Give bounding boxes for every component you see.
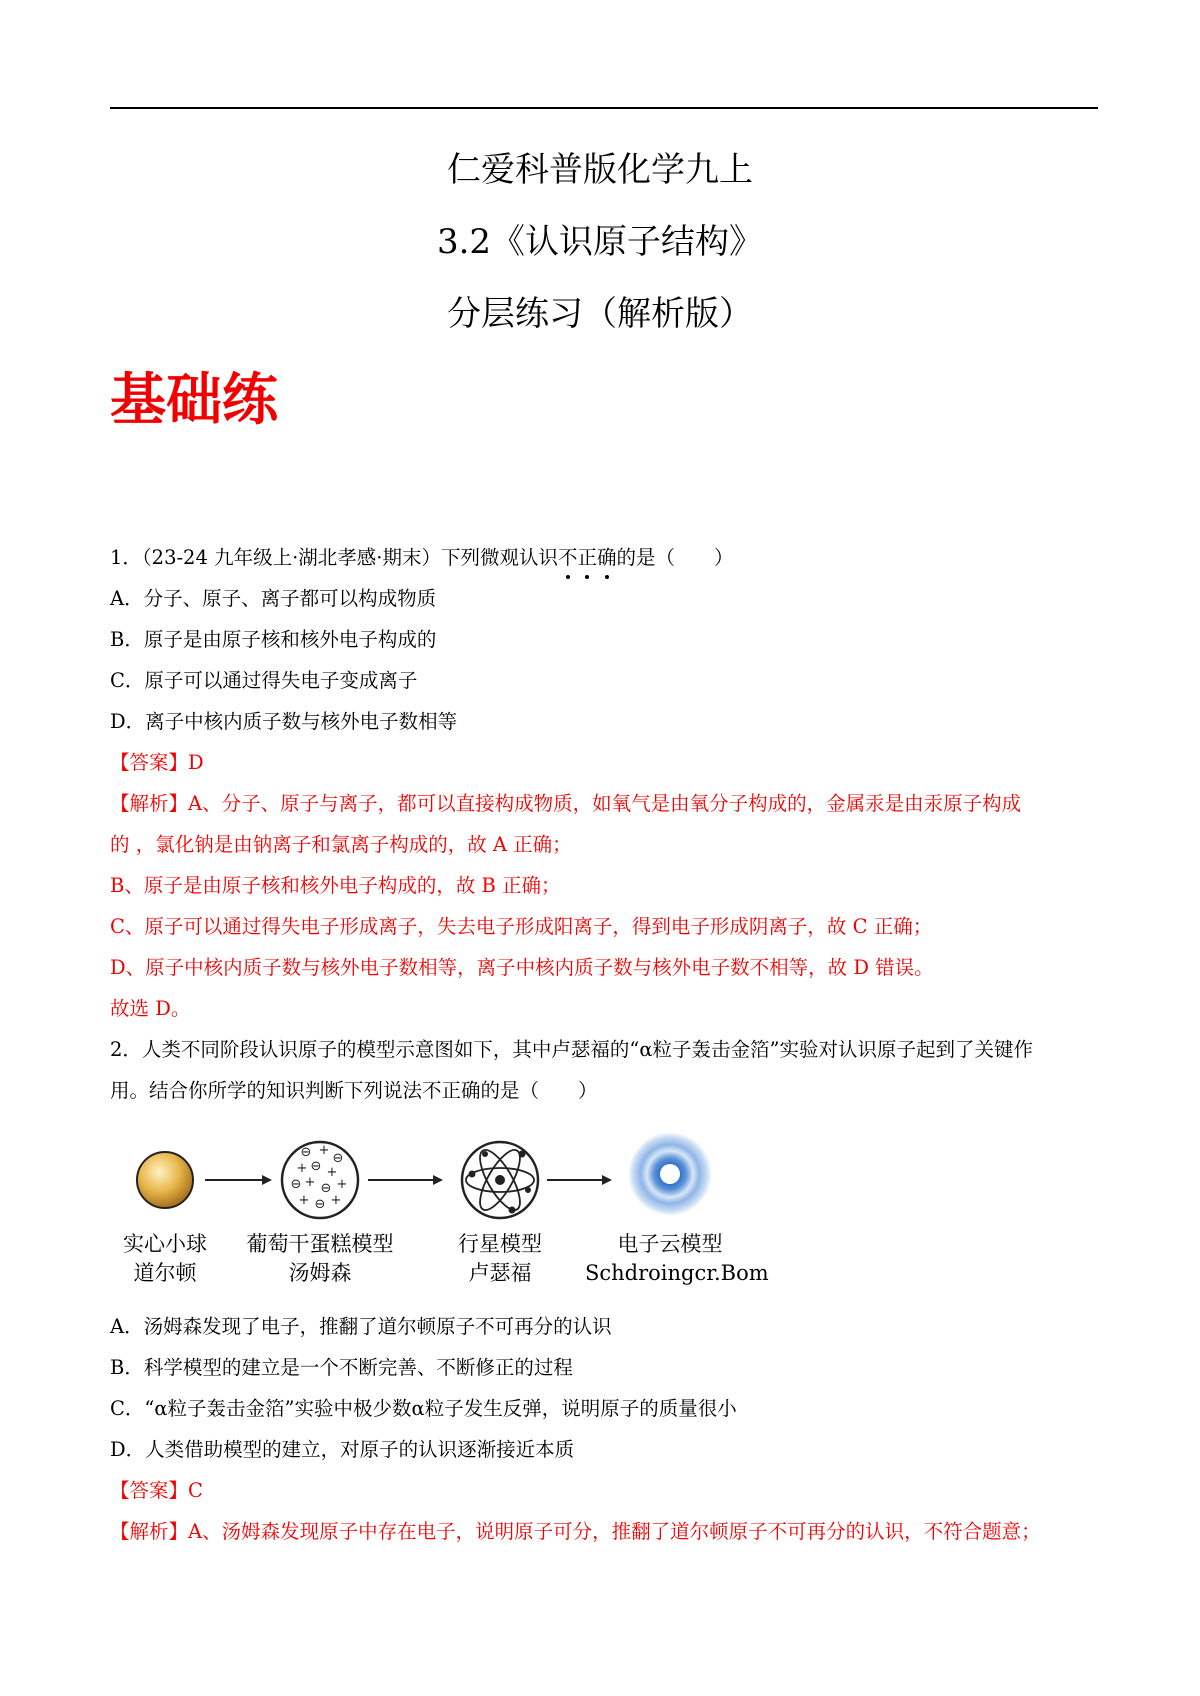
title-line-2: 3.2《认识原子结构》 <box>436 222 764 262</box>
plus-charge-icon: + <box>296 1161 308 1176</box>
electron-cloud-model-icon <box>628 1132 712 1216</box>
q1-analysis-line: C、原子可以通过得失电子形成离子，失去电子形成阳离子，得到电子形成阴离子，故 C 正确； <box>110 915 933 938</box>
q1-option-d: D．离子中核内质子数与核外电子数相等 <box>110 710 458 733</box>
arrow-icon <box>205 1175 272 1185</box>
q2-option-c: C．“α粒子轰击金箔”实验中极少数α粒子发生反弹，说明原子的质量很小 <box>110 1397 737 1420</box>
model-name: 实心小球 <box>123 1232 207 1256</box>
minus-charge-icon: ⊖ <box>314 1197 326 1212</box>
q2-analysis-line: 【解析】A、汤姆森发现原子中存在电子，说明原子可分，推翻了道尔顿原子不可再分的认识，不符合题意； <box>110 1520 1041 1543</box>
model-label-schrodinger <box>585 1230 769 1288</box>
q1-stem <box>110 544 1100 572</box>
q2-stem: 2．人类不同阶段认识原子的模型示意图如下，其中卢瑟福的“α粒子轰击金箔”实验对认识原子起到了关键作 <box>110 1038 1034 1061</box>
plum-pudding-model-icon <box>282 1142 358 1218</box>
arrow-icon <box>547 1175 612 1185</box>
model-person: 汤姆森 <box>288 1261 352 1285</box>
minus-charge-icon: ⊖ <box>300 1145 312 1160</box>
plus-charge-icon: + <box>304 1175 316 1190</box>
plus-charge-icon: + <box>298 1193 310 1208</box>
q2-stem: 用。结合你所学的知识判断下列说法不正确的是（ ） <box>110 1079 598 1102</box>
q1-dotted-char: 确 <box>597 544 617 572</box>
model-person: Schdroingcr.Bom <box>585 1261 769 1285</box>
q1-analysis-line: 的 ，氯化钠是由钠离子和氯离子构成的，故 A 正确； <box>110 833 572 856</box>
q2-option-d: D．人类借助模型的建立，对原子的认识逐渐接近本质 <box>110 1438 575 1461</box>
q1-option-b: B．原子是由原子核和核外电子构成的 <box>110 628 437 651</box>
plus-charge-icon: + <box>326 1165 338 1180</box>
q1-stem-suffix: 的是（ ） <box>616 546 734 569</box>
q2-option-a: A．汤姆森发现了电子，推翻了道尔顿原子不可再分的认识 <box>110 1315 612 1338</box>
q1-dotted-char: 正 <box>577 544 597 572</box>
q2-answer: 【答案】C <box>110 1479 203 1502</box>
q1-analysis-line: D、原子中核内质子数与核外电子数相等，离子中核内质子数与核外电子数不相等，故 D 错误。 <box>110 956 934 979</box>
q1-analysis-line: 【解析】A、分子、原子与离子，都可以直接构成物质，如氧气是由氧分子构成的，金属汞是由汞原子构成 <box>110 792 1022 815</box>
model-label-rutherford <box>440 1230 560 1288</box>
q1-dotted-char: 不 <box>558 544 578 572</box>
q1-answer: 【答案】D <box>110 751 204 774</box>
model-person: 道尔顿 <box>133 1261 197 1285</box>
q1-stem-prefix: 1．（23-24 九年级上·湖北孝感·期末）下列微观认识 <box>110 546 558 569</box>
model-name: 行星模型 <box>458 1232 542 1256</box>
arrow-icon <box>368 1175 443 1185</box>
q1-analysis-line: B、原子是由原子核和核外电子构成的，故 B 正确； <box>110 874 561 897</box>
q1-option-c: C．原子可以通过得失电子变成离子 <box>110 669 418 692</box>
minus-charge-icon: ⊖ <box>310 1159 322 1174</box>
model-name: 葡萄干蛋糕模型 <box>246 1232 394 1256</box>
title-line-3: 分层练习（解析版） <box>447 294 753 334</box>
q2-option-b: B．科学模型的建立是一个不断完善、不断修正的过程 <box>110 1356 573 1379</box>
plus-charge-icon: + <box>318 1143 330 1158</box>
model-label-dalton <box>110 1230 220 1288</box>
model-person: 卢瑟福 <box>468 1261 532 1285</box>
q1-option-a: A．分子、原子、离子都可以构成物质 <box>110 587 437 610</box>
model-label-thomson <box>235 1230 405 1288</box>
atom-model-figure <box>110 1130 770 1290</box>
atom-model-diagram <box>110 1130 770 1230</box>
section-title: 基础练 <box>110 368 278 433</box>
header-rule <box>110 107 1098 109</box>
planetary-model-icon <box>462 1142 538 1218</box>
model-name: 电子云模型 <box>617 1232 723 1256</box>
minus-charge-icon: ⊖ <box>290 1177 302 1192</box>
plus-charge-icon: + <box>330 1193 342 1208</box>
q1-analysis-line: 故选 D。 <box>110 997 191 1020</box>
minus-charge-icon: ⊖ <box>320 1181 332 1196</box>
solid-ball-model-icon <box>137 1152 193 1208</box>
minus-charge-icon: ⊖ <box>332 1151 344 1166</box>
plus-charge-icon: + <box>336 1177 348 1192</box>
title-line-1: 仁爱科普版化学九上 <box>447 150 753 190</box>
